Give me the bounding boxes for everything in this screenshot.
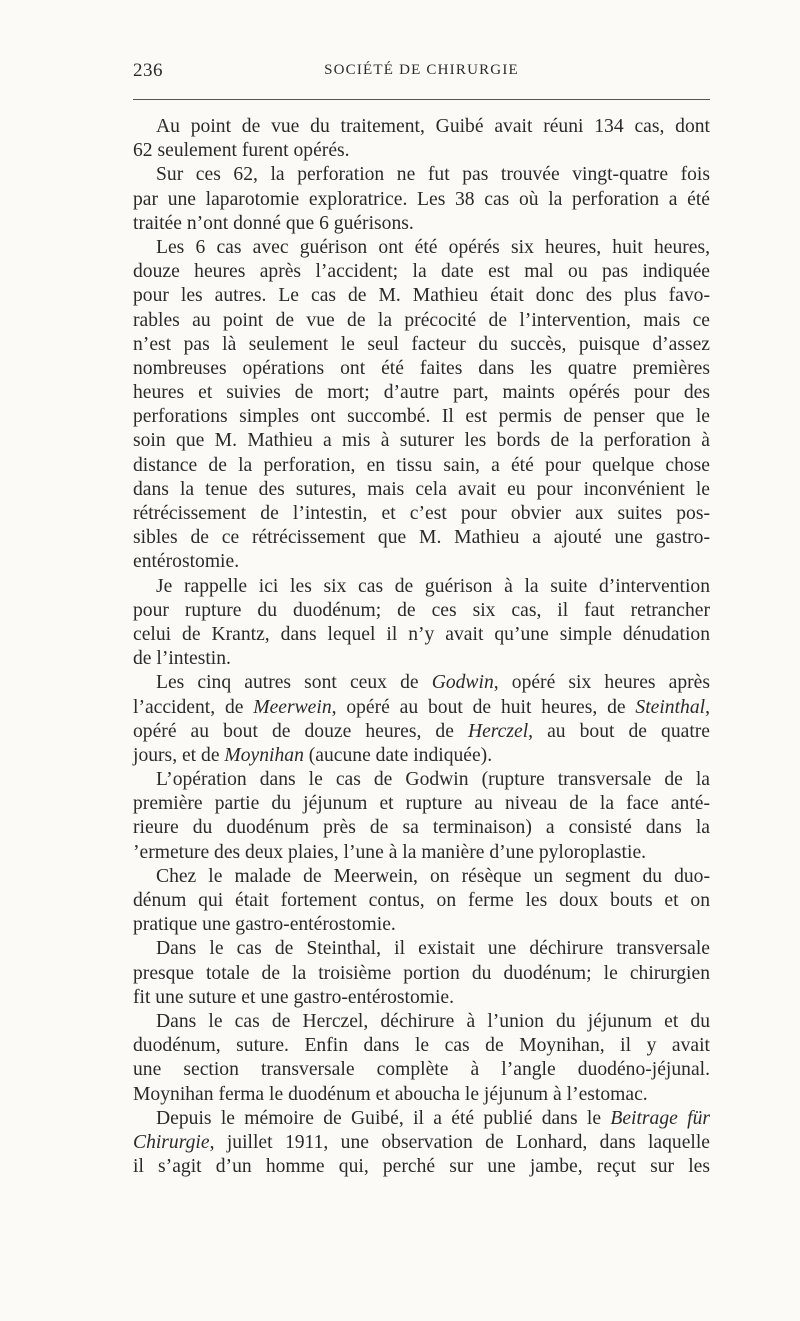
text-line: Les 6 cas avec guérison ont été opérés six heures, huit heures, [156, 236, 710, 258]
text-line: presque totale de la troisième portion du duodénum; le chirurgien [133, 962, 710, 984]
text-line: Dans le cas de Herczel, déchirure à l’union du jéjunum et du [156, 1010, 710, 1032]
text-line: heures et suivies de mort; d’autre part, maints opérés pour des [133, 382, 710, 404]
text-line: l’accident, de Meerwein, opéré au bout de huit heures, de Steinthal, [133, 696, 710, 718]
text-line: Chez le malade de Meerwein, on résèque un segment du duo- [156, 865, 710, 887]
text-line: sibles de ce rétrécissement que M. Mathieu a ajouté une gastro- [133, 527, 710, 549]
text-line: Sur ces 62, la perforation ne fut pas trouvée vingt-quatre fois [156, 164, 710, 186]
text-line: Depuis le mémoire de Guibé, il a été publié dans le Beitrage für [156, 1107, 710, 1129]
text-line: opéré au bout de douze heures, de Herczel, au bout de quatre [133, 720, 710, 742]
text-line: une section transversale complète à l’angle duodéno-jéjunal. [133, 1059, 710, 1081]
text-line: rétrécissement de l’intestin, et c’est pour obvier aux suites pos- [133, 503, 710, 524]
page-header [133, 60, 710, 84]
text-line: duodénum, suture. Enfin dans le cas de Moynihan, il y avait [133, 1035, 710, 1057]
text-line: rieure du duodénum près de sa terminaison) a consisté dans la [133, 817, 710, 839]
text-line: perforations simples ont succombé. Il est permis de penser que le [133, 406, 710, 428]
text-line: soin que M. Mathieu a mis à suturer les bords de la perforation à [133, 430, 710, 452]
text-line: fit une suture et une gastro-entérostomie. [133, 986, 455, 1008]
text-line: rables au point de vue de la précocité de l’intervention, mais ce [133, 309, 710, 331]
page-number: 236 [133, 60, 163, 81]
text-line: Je rappelle ici les six cas de guérison à la suite d’intervention [156, 575, 710, 597]
text-line: pratique une gastro-entérostomie. [133, 914, 396, 936]
text-line: L’opération dans le cas de Godwin (rupture transversale de la [156, 769, 710, 791]
text-line: par une laparotomie exploratrice. Les 38 cas où la perforation a été [133, 188, 710, 210]
text-line: douze heures après l’accident; la date est mal ou pas indiquée [133, 261, 710, 283]
text-line: Dans le cas de Steinthal, il existait une déchirure transversale [156, 938, 710, 960]
text-line: dénum qui était fortement contus, on ferme les doux bouts et on [133, 890, 710, 911]
text-line: ’ermeture des deux plaies, l’une à la manière d’une pyloroplastie. [133, 841, 647, 863]
running-head: SOCIÉTÉ DE CHIRURGIE [324, 62, 519, 78]
text-line: nombreuses opérations ont été faites dans les quatre premières [133, 357, 710, 379]
text-line: n’est pas là seulement le seul facteur du succès, puisque d’assez [133, 333, 710, 355]
text-line: Les cinq autres sont ceux de Godwin, opéré six heures après [156, 672, 710, 694]
text-line: jours, et de Moynihan (aucune date indiquée). [133, 744, 493, 766]
text-line: première partie du jéjunum et rupture au niveau de la face anté- [133, 793, 710, 815]
header-rule [133, 99, 710, 100]
text-line: entérostomie. [133, 551, 240, 573]
body-text [133, 115, 710, 1179]
text-line: il s’agit d’un homme qui, perché sur une jambe, reçut sur les [133, 1156, 710, 1178]
text-line: Au point de vue du traitement, Guibé avait réuni 134 cas, dont [156, 116, 710, 137]
text-line: pour rupture du duodénum; de ces six cas, il faut retrancher [133, 599, 710, 621]
text-line: Moynihan ferma le duodénum et aboucha le jéjunum à l’estomac. [133, 1083, 648, 1105]
text-line: dans la tenue des sutures, mais cela avait eu pour inconvénient le [133, 478, 710, 500]
text-line: celui de Krantz, dans lequel il n’y avait qu’une simple dénudation [133, 623, 710, 645]
text-line: 62 seulement furent opérés. [133, 140, 350, 162]
text-line: traitée n’ont donné que 6 guérisons. [133, 212, 414, 234]
text-line: de l’intestin. [133, 648, 231, 670]
text-line: pour les autres. Le cas de M. Mathieu était donc des plus favo- [133, 285, 710, 307]
text-line: Chirurgie, juillet 1911, une observation de Lonhard, dans laquelle [133, 1131, 710, 1153]
text-line: distance de la perforation, en tissu sain, a été pour quelque chose [133, 454, 710, 476]
